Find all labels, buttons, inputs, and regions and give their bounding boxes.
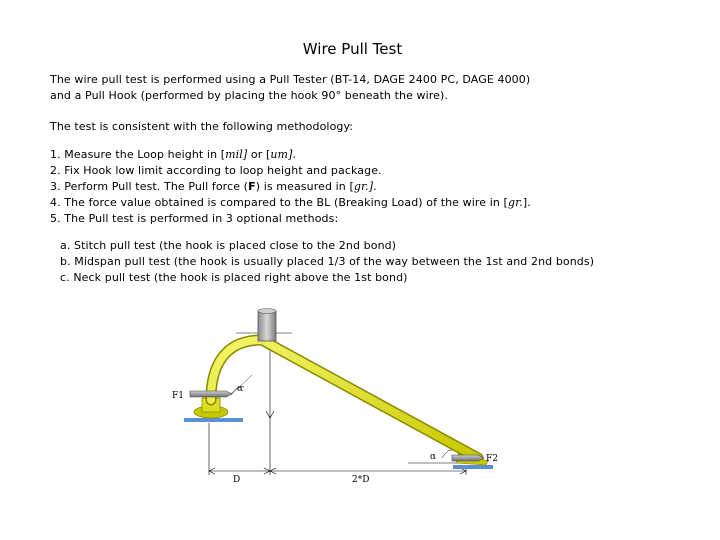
force-1-label: F1 (172, 391, 184, 401)
step-3-post: . (373, 180, 377, 193)
step-5: 5. The Pull test is performed in 3 optional methods: (50, 212, 339, 225)
wire-loop (211, 340, 478, 458)
capillary (258, 311, 276, 341)
step-1-mid: or [ (247, 148, 271, 161)
distance-d-label: D (233, 475, 241, 485)
second-bond-pad (453, 465, 493, 469)
page-title: Wire Pull Test (302, 40, 403, 58)
method-c: c. Neck pull test (the hook is placed right above the 1st bond) (60, 271, 408, 284)
pull-hook-1 (190, 391, 232, 397)
first-bond-pad (184, 418, 243, 422)
step-1-pre: 1. Measure the Loop height in [ (50, 148, 226, 161)
angle-2-label: α (430, 452, 437, 462)
force-2-label: F2 (486, 454, 498, 464)
methodology-intro: The test is consistent with the following methodology: (50, 120, 354, 133)
step-4-post: ]. (522, 196, 531, 209)
method-a: a. Stitch pull test (the hook is placed close to the 2nd bond) (60, 239, 397, 252)
intro-line-1: The wire pull test is performed using a Pull Tester (BT-14, DAGE 2400 PC, DAGE 4000) (50, 73, 531, 86)
step-1-unit-um: um]. (270, 148, 297, 161)
step-3-mid: ) is measured in [ (255, 180, 354, 193)
distance-2d-label: 2*D (352, 475, 370, 485)
step-3-force: F (248, 180, 256, 193)
pull-hook-2 (452, 455, 484, 461)
capillary-top (258, 309, 276, 314)
step-4-pre: 4. The force value obtained is compared to the BL (Breaking Load) of the wire in [ (50, 196, 508, 209)
method-b: b. Midspan pull test (the hook is usually placed 1/3 of the way between the 1st and 2nd bonds) (60, 255, 595, 268)
step-3-unit: gr.] (353, 180, 374, 193)
step-2: 2. Fix Hook low limit according to loop height and package. (50, 164, 382, 177)
intro-line-2: and a Pull Hook (performed by placing the hook 90° beneath the wire). (50, 89, 449, 102)
step-4-unit: gr. (507, 196, 523, 209)
angle-2-arc (442, 450, 452, 458)
angle-1-label: α (237, 384, 244, 394)
step-1-unit-mil: mil] (225, 148, 248, 161)
step-3-pre: 3. Perform Pull test. The Pull force ( (50, 180, 249, 193)
